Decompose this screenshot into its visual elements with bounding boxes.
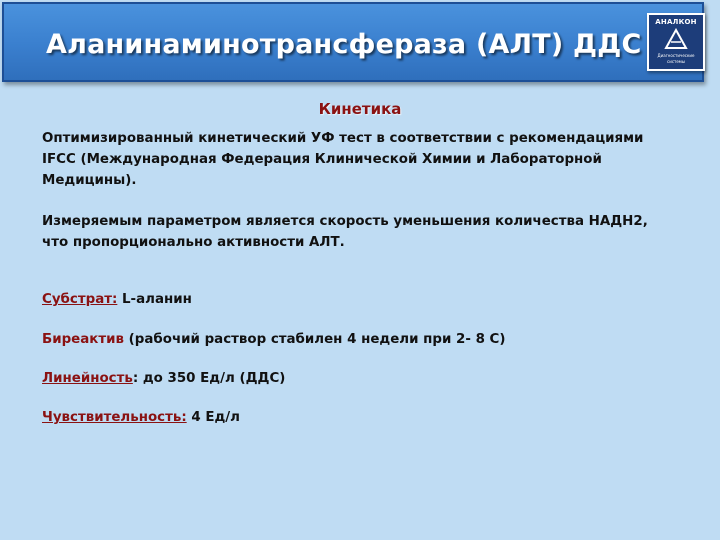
text-line: Оптимизированный кинетический УФ тест в соответствии с рекомендациями	[42, 131, 644, 146]
section-subtitle: Кинетика	[318, 100, 402, 118]
reagent-spec	[42, 332, 506, 347]
linearity-value: : до 350 Ед/л (ДДС)	[132, 371, 286, 386]
linearity-spec	[42, 371, 285, 386]
text-line: Измеряемым параметром является скорость уменьшения количества НАДН2,	[42, 214, 648, 229]
company-logo	[647, 13, 705, 71]
title-bar	[2, 2, 704, 82]
sensitivity-spec	[42, 410, 240, 425]
page-title: Аланинаминотрансфераза (АЛТ) ДДС	[46, 29, 642, 60]
substrate-spec	[42, 292, 192, 307]
logo-mark-icon	[664, 28, 688, 50]
logo-name: АНАЛКОН	[655, 18, 697, 26]
text-line: Медицины).	[42, 173, 137, 188]
reagent-value: (рабочий раствор стабилен 4 недели при 2- 8 С)	[124, 332, 506, 347]
substrate-label: Субстрат:	[42, 292, 118, 307]
text-line: IFCC (Международная Федерация Клинической Химии и Лабораторной	[42, 152, 602, 167]
measured-parameter	[42, 211, 692, 253]
sensitivity-value: 4 Ед/л	[186, 410, 240, 425]
text-line: что пропорционально активности АЛТ.	[42, 235, 345, 250]
logo-sub-line2: системы	[667, 58, 685, 64]
logo-subtitle	[649, 53, 703, 64]
sensitivity-label: Чувствительность:	[42, 410, 187, 425]
method-description	[42, 128, 692, 191]
linearity-label: Линейность	[42, 371, 133, 386]
reagent-label: Биреактив	[42, 332, 124, 347]
substrate-value: L-аланин	[117, 292, 192, 307]
logo-sub-line1: Диагностические	[657, 53, 695, 58]
